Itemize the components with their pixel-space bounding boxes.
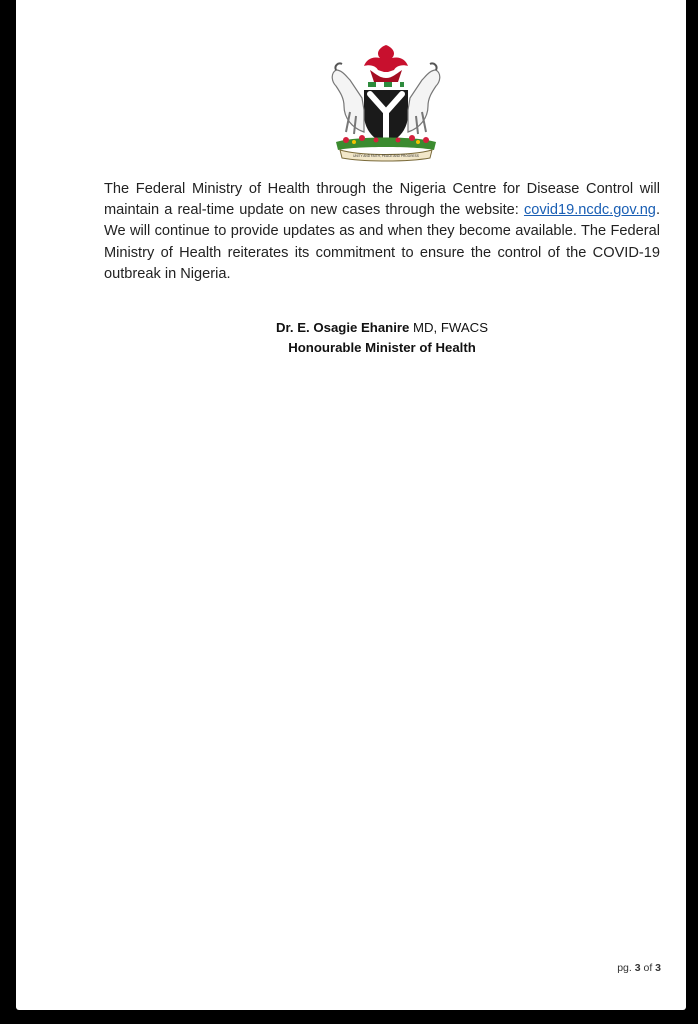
page-prefix: pg. — [617, 962, 635, 974]
signatory-credentials: MD, FWACS — [409, 320, 489, 335]
paragraph-text-end: . We will continue to provide updates as and when they become available. The Federal Ministry of Health reiterates its commitment to ensure the control of the COVID-19 outbreak in Nigeria. — [104, 202, 660, 282]
page-number — [617, 962, 661, 974]
left-horse-icon — [332, 63, 364, 134]
page-of: of — [640, 962, 656, 974]
body-paragraph — [104, 179, 660, 285]
signatory-name: Dr. E. Osagie Ehanire — [275, 320, 410, 335]
signatory-title: Honourable Minister of Health — [288, 340, 476, 355]
eagle-icon — [364, 45, 408, 82]
motto-text: UNITY AND FAITH, PEACE AND PROGRESS — [353, 154, 419, 158]
website-link[interactable]: covid19.ncdc.gov.ng — [523, 202, 656, 219]
coat-of-arms-emblem — [306, 40, 466, 165]
page-total: 3 — [655, 962, 661, 974]
paragraph-text-start: The Federal Ministry of Health through the Nigeria Centre for Disease Control will maintain a real-time update on new cases through the website: — [104, 181, 660, 219]
signatory-line — [104, 320, 660, 335]
shield-icon — [364, 90, 408, 144]
page-current: 3 — [634, 962, 641, 974]
document-page — [16, 0, 686, 1010]
right-horse-icon — [408, 63, 440, 134]
